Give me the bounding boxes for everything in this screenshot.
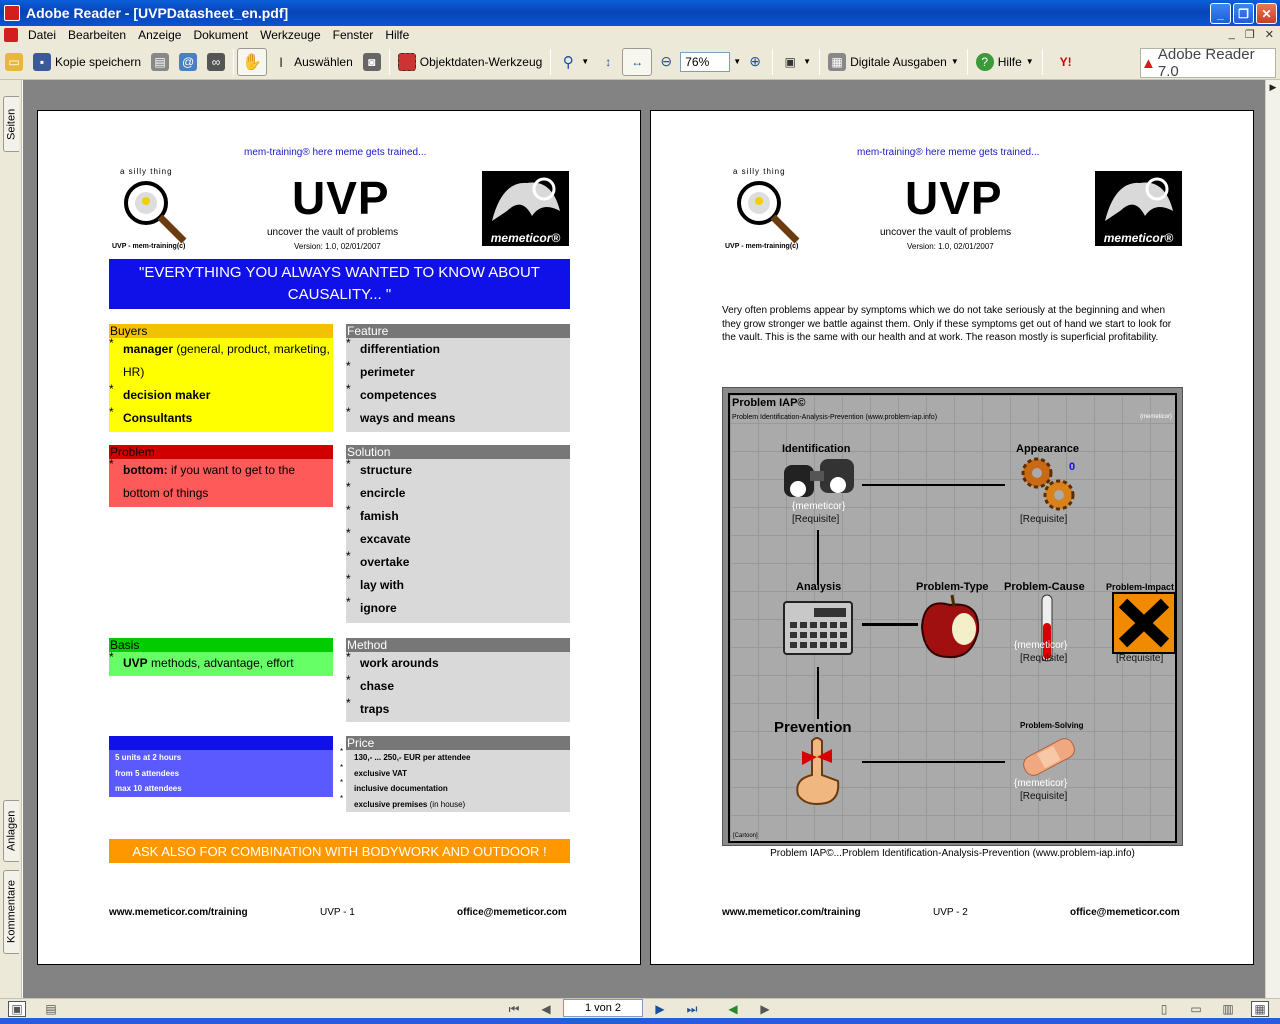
training-copyright: UVP - mem-training(c) <box>112 243 186 250</box>
help-label: Hilfe <box>997 54 1022 69</box>
tab-attachments[interactable]: Anlagen <box>3 800 19 862</box>
footer-email[interactable]: office@memeticor.com <box>457 907 567 918</box>
toolbar-separator <box>819 49 820 75</box>
continuous-icon[interactable]: ▭ <box>1190 1002 1202 1016</box>
list-item: * decision maker <box>123 384 333 407</box>
tab-comments[interactable]: Kommentare <box>3 870 19 954</box>
list-item: * perimeter <box>360 361 570 384</box>
magnifier-icon: ⚲ <box>562 53 574 71</box>
header-link[interactable]: mem-training® here meme gets trained... <box>244 147 427 158</box>
solution-title: Solution <box>346 445 570 459</box>
vertical-scrollbar[interactable] <box>1265 80 1280 998</box>
list-item: * UVP methods, advantage, effort <box>123 652 333 675</box>
list-item: * work arounds <box>360 652 570 675</box>
connector-line <box>817 667 819 719</box>
floppy-disk-icon: ▪ <box>33 53 51 71</box>
menu-bearbeiten[interactable]: Bearbeiten <box>68 28 127 42</box>
doc-minimize-button[interactable]: _ <box>1228 28 1235 40</box>
lion-emblem-icon <box>1095 171 1182 231</box>
previous-page-icon[interactable]: ◀ <box>541 1002 551 1016</box>
node-problem-type-label: Problem-Type <box>916 581 989 593</box>
solution-box <box>346 445 570 623</box>
folder-open-icon: ▭ <box>5 53 23 71</box>
menu-bar <box>0 26 1280 44</box>
buyers-box <box>109 324 333 432</box>
intro-paragraph: Very often problems appear by symptoms which we do not take seriously at the beginning and when they grow stronger we battle against them. Only if these symptoms get out of hand we start to look for the vault. This is the same with our health and at work. The reason mostly is superficial profitability. <box>722 305 1172 343</box>
rotate-view-button[interactable] <box>776 48 816 76</box>
causality-banner: "EVERYTHING YOU ALWAYS WANTED TO KNOW ABOUT CAUSALITY... " <box>109 259 570 309</box>
footer-email[interactable]: office@memeticor.com <box>1070 907 1180 918</box>
menu-werkzeuge[interactable]: Werkzeuge <box>260 28 321 42</box>
feature-box <box>346 324 570 432</box>
page-number-input[interactable]: 1 von 2 <box>563 999 643 1017</box>
list-item: * ignore <box>360 597 570 620</box>
chevron-down-icon: ▼ <box>581 57 590 66</box>
memeticor-logo <box>1095 171 1182 246</box>
node-appearance-label: Appearance <box>1016 443 1079 455</box>
go-forward-icon[interactable]: ▶ <box>760 1002 770 1016</box>
connector-line <box>862 623 918 626</box>
calculator-icon <box>782 600 854 656</box>
snapshot-button[interactable] <box>358 48 386 76</box>
pdf-document-icon[interactable] <box>4 28 18 42</box>
footer-page-number: UVP - 1 <box>320 907 355 918</box>
diagram-caption: Problem IAP©...Problem Identification-Analysis-Prevention (www.problem-iap.info) <box>770 848 1135 859</box>
email-button[interactable] <box>174 48 202 76</box>
version-text: Version: 1.0, 02/01/2007 <box>907 242 994 251</box>
memeticor-logo <box>482 171 569 246</box>
magnifier-logo <box>733 177 803 245</box>
show-nav-pane-icon[interactable]: ▣ <box>8 1001 26 1017</box>
list-item: * bottom: if you want to get to the bottom of things <box>123 459 333 505</box>
silly-thing-text: a silly thing <box>733 167 786 176</box>
close-button[interactable]: ✕ <box>1256 3 1277 24</box>
lion-emblem-icon <box>482 171 569 231</box>
page-title: UVP <box>292 172 390 224</box>
last-page-icon[interactable]: ⏭ <box>686 1001 698 1016</box>
diagram-canvas <box>728 393 1177 843</box>
taskbar <box>0 1018 1280 1024</box>
node-identification-label: Identification <box>782 443 851 455</box>
fit-height-button[interactable] <box>594 48 622 76</box>
connector-line <box>817 530 819 585</box>
memeticor-logo-text: memeticor® <box>1103 231 1174 245</box>
menu-anzeige[interactable]: Anzeige <box>138 28 182 42</box>
menu-datei[interactable]: Datei <box>28 28 57 42</box>
list-item: * max 10 attendees <box>115 781 333 797</box>
list-item: * ways and means <box>360 407 570 430</box>
single-page-icon[interactable]: ▯ <box>1160 1002 1168 1016</box>
title-bar <box>0 0 1280 26</box>
list-item: * inclusive documentation <box>354 781 570 797</box>
facing-icon[interactable]: ▥ <box>1222 1002 1234 1016</box>
basis-box <box>109 638 333 676</box>
window-title: Adobe Reader - [UVPDatasheet_en.pdf] <box>26 5 289 21</box>
continuous-facing-icon[interactable]: ▦ <box>1251 1001 1269 1017</box>
list-item: * manager (general, product, marketing, HR) <box>123 338 333 384</box>
chevron-down-icon: ▼ <box>950 57 959 66</box>
next-page-icon[interactable]: ▶ <box>655 1002 665 1016</box>
list-item: * 5 units at 2 hours <box>115 750 333 766</box>
product-spec-title: Product specifications <box>109 736 333 750</box>
restore-button[interactable]: ❐ <box>1233 3 1254 24</box>
list-item: * lay with <box>360 574 570 597</box>
toolbar-separator <box>772 49 773 75</box>
list-item: * encircle <box>360 482 570 505</box>
memeticor-logo-text: memeticor® <box>490 231 561 245</box>
save-copy-button[interactable] <box>28 48 146 76</box>
apple-icon <box>918 593 984 661</box>
save-copy-label: Kopie speichern <box>55 54 142 69</box>
feature-title: Feature <box>346 324 570 338</box>
scroll-up-icon[interactable]: ▶ <box>1269 82 1277 92</box>
menu-hilfe[interactable]: Hilfe <box>385 28 410 42</box>
object-data-label: Objektdaten-Werkzeug <box>419 54 543 69</box>
silly-thing-text: a silly thing <box>120 167 173 176</box>
object-data-icon <box>398 53 416 71</box>
first-page-icon[interactable]: ⏮ <box>508 1001 520 1016</box>
adobe-reader-icon <box>4 5 20 21</box>
zoom-input[interactable]: 76% <box>680 52 730 72</box>
node-problem-impact-requisite: [Requisite] <box>1116 653 1164 664</box>
help-icon: ? <box>976 53 994 71</box>
buyers-title: Buyers <box>109 324 333 338</box>
toolbar-separator <box>233 49 234 75</box>
footer-page-number: UVP - 2 <box>933 907 968 918</box>
problem-box <box>109 445 333 507</box>
node-identification-requisite: [Requisite] <box>792 514 840 525</box>
print-button[interactable] <box>146 48 174 76</box>
pdf-page-1 <box>37 110 641 965</box>
open-button[interactable] <box>0 48 28 76</box>
digital-label: Digitale Ausgaben <box>850 54 947 69</box>
zoom-out-button[interactable] <box>652 48 680 76</box>
yahoo-search-button[interactable] <box>1046 48 1086 76</box>
chevron-down-icon: ▼ <box>803 57 812 66</box>
training-copyright: UVP - mem-training(c) <box>725 243 799 250</box>
toolbar <box>0 44 1280 80</box>
digital-editions-icon: ▦ <box>828 53 846 71</box>
toolbar-separator <box>1042 49 1043 75</box>
list-item: * traps <box>360 698 570 721</box>
node-prevention-label: Prevention <box>774 719 852 736</box>
minus-circle-icon: ⊖ <box>660 53 673 69</box>
node-appearance-requisite: [Requisite] <box>1020 514 1068 525</box>
hand-icon: ✋ <box>242 53 263 71</box>
product-spec-box <box>109 736 333 797</box>
adobe-logo-icon: ▲ <box>1141 54 1156 72</box>
list-item: * exclusive VAT <box>354 766 570 782</box>
select-tool-button[interactable] <box>267 48 358 76</box>
magnifier-logo <box>120 177 190 245</box>
node-problem-cause-requisite: [Requisite] <box>1020 653 1068 664</box>
connector-line <box>862 484 1005 486</box>
problem-title: Problem <box>109 445 333 459</box>
navigation-pane <box>0 80 22 998</box>
email-icon: @ <box>179 53 197 71</box>
node-problem-cause-memeticor: {memeticor} <box>1014 640 1068 651</box>
node-problem-solving-label: Problem-Solving <box>1020 721 1084 730</box>
node-analysis-label: Analysis <box>796 581 842 593</box>
binoculars-icon: ∞ <box>207 53 225 71</box>
menu-fenster[interactable]: Fenster <box>332 28 374 42</box>
list-item: * structure <box>360 459 570 482</box>
connector-line <box>862 761 1005 763</box>
method-title: Method <box>346 638 570 652</box>
list-item: * overtake <box>360 551 570 574</box>
list-item: * Consultants <box>123 407 333 430</box>
document-info-icon[interactable]: ▤ <box>45 1002 57 1016</box>
document-window-controls <box>1229 28 1274 41</box>
zoom-in-tool-button[interactable] <box>554 48 594 76</box>
version-text: Version: 1.0, 02/01/2007 <box>294 242 381 251</box>
diagram-corner-label: {memeticor} <box>1139 414 1172 420</box>
method-box <box>346 638 570 722</box>
cartoon-label: [Cartoon] <box>733 833 758 839</box>
footer-website[interactable]: www.memeticor.com/training <box>109 907 248 918</box>
basis-title: Basis <box>109 638 333 652</box>
camera-icon: ◙ <box>363 53 381 71</box>
gears-icon <box>1017 455 1081 511</box>
toolbar-separator <box>967 49 968 75</box>
yahoo-icon: Y! <box>1059 54 1072 69</box>
fit-width-button[interactable] <box>622 48 652 76</box>
bandage-icon <box>1018 733 1080 781</box>
zoom-in-button[interactable] <box>741 48 769 76</box>
node-problem-cause-label: Problem-Cause <box>1004 581 1085 593</box>
toolbar-separator <box>389 49 390 75</box>
minimize-button[interactable]: _ <box>1210 3 1231 24</box>
footer-website[interactable]: www.memeticor.com/training <box>722 907 861 918</box>
price-box <box>346 736 570 812</box>
plus-circle-icon: ⊕ <box>749 53 761 69</box>
list-item: * competences <box>360 384 570 407</box>
node-problem-solving-memeticor: {memeticor} <box>1014 778 1068 789</box>
list-item: * 130,- ... 250,- EUR per attendee <box>354 750 570 766</box>
list-item: * chase <box>360 675 570 698</box>
list-item: * differentiation <box>360 338 570 361</box>
hazard-x-icon <box>1111 591 1177 655</box>
menu-dokument[interactable]: Dokument <box>193 28 249 42</box>
object-data-tool-button[interactable] <box>393 48 548 76</box>
ask-banner: ASK ALSO FOR COMBINATION WITH BODYWORK AND OUTDOOR ! <box>109 839 570 863</box>
select-label: Auswählen <box>294 54 353 69</box>
search-button[interactable] <box>202 48 230 76</box>
pdf-page-2 <box>650 110 1254 965</box>
header-link[interactable]: mem-training® here meme gets trained... <box>857 147 1040 158</box>
adobe-reader-brand <box>1140 48 1276 78</box>
list-item: * famish <box>360 505 570 528</box>
brand-label: Adobe Reader 7.0 <box>1157 46 1255 80</box>
digital-editions-button[interactable] <box>823 48 964 76</box>
fit-width-icon: ↔ <box>631 54 644 69</box>
fit-height-icon: ↕ <box>605 54 612 69</box>
list-item: * from 5 attendees <box>115 766 333 782</box>
hand-tool-button[interactable] <box>237 48 267 76</box>
doc-close-button[interactable]: ✕ <box>1264 29 1274 41</box>
help-button[interactable] <box>971 48 1039 76</box>
doc-restore-button[interactable]: ❐ <box>1244 29 1255 41</box>
node-problem-solving-requisite: [Requisite] <box>1020 791 1068 802</box>
zoom-dropdown-icon[interactable]: ▼ <box>733 57 742 66</box>
page-subtitle: uncover the vault of problems <box>267 227 399 238</box>
text-cursor-icon: I <box>279 53 283 70</box>
node-problem-impact-label: Problem-Impact <box>1106 582 1175 592</box>
binoculars-icon <box>780 455 858 503</box>
problem-iap-diagram <box>722 387 1183 846</box>
price-title: Price <box>346 736 570 750</box>
go-back-icon[interactable]: ◀ <box>728 1002 738 1016</box>
list-item: * exclusive premises (in house) <box>354 797 570 813</box>
chevron-down-icon: ▼ <box>1025 57 1034 66</box>
printer-icon: ▤ <box>151 53 169 71</box>
diagram-title: Problem IAP© <box>732 397 806 409</box>
list-item: * excavate <box>360 528 570 551</box>
node-identification-memeticor: {memeticor} <box>792 501 846 512</box>
page-subtitle: uncover the vault of problems <box>880 227 1012 238</box>
toolbar-separator <box>550 49 551 75</box>
document-area[interactable] <box>23 80 1265 998</box>
tab-pages[interactable]: Seiten <box>3 96 19 152</box>
page-title: UVP <box>905 172 1003 224</box>
finger-with-bow-icon <box>790 735 846 807</box>
appearance-count: 0 <box>1069 461 1076 473</box>
diagram-subtitle: Problem Identification-Analysis-Prevention (www.problem-iap.info) <box>732 414 938 421</box>
page-layout-icon: ▣ <box>784 54 796 69</box>
